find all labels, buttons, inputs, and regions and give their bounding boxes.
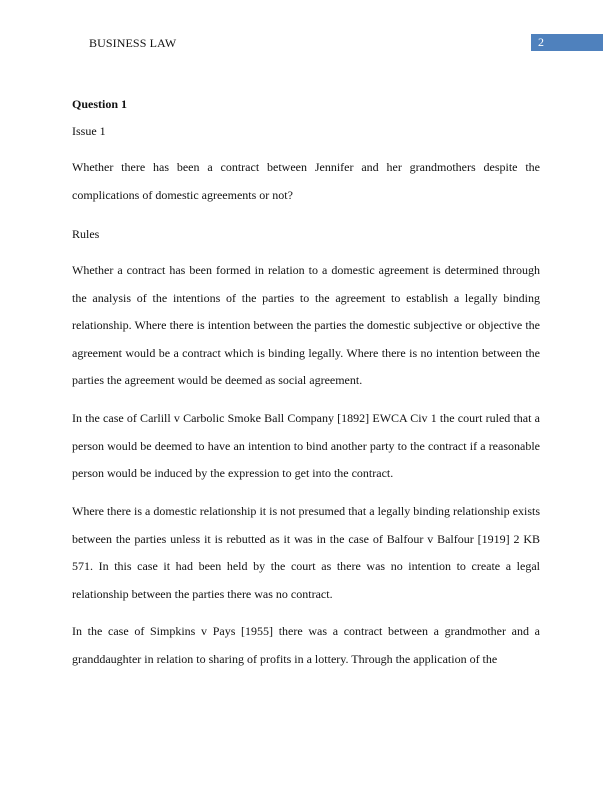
- page-number-badge: 2: [531, 34, 603, 51]
- rules-paragraph-3: Where there is a domestic relationship it is not presumed that a legally binding relationship exists between the parties unless it is rebutted as it was in the case of Balfour v Balfour [1919] 2 KB 571. In this case it had been held by the court as there was no intention to create a legal relationship between the parties there was no contract.: [72, 504, 540, 601]
- running-header-title: BUSINESS LAW: [89, 36, 177, 50]
- issue-heading: Issue 1: [72, 124, 106, 138]
- rules-paragraph-1: Whether a contract has been formed in relation to a domestic agreement is determined through the analysis of the intentions of the parties to the agreement to establish a legally binding relationship. Where there is intention between the parties the domestic subjective or objective the agreement would be a contract which is binding legally. Where there is no intention between the parties the agreement would be deemed as social agreement.: [72, 263, 540, 387]
- rules-paragraph-2: In the case of Carlill v Carbolic Smoke Ball Company [1892] EWCA Civ 1 the court ruled that a person would be deemed to have an intention to bind another party to the contract if a reasonable person would be induced by the expression to get into the contract.: [72, 411, 540, 480]
- issue-paragraph: Whether there has been a contract between Jennifer and her grandmothers despite the complications of domestic agreements or not?: [72, 160, 540, 202]
- rules-paragraph-4: In the case of Simpkins v Pays [1955] there was a contract between a grandmother and a granddaughter in relation to sharing of profits in a lottery. Through the application of the: [72, 624, 540, 666]
- question-heading: Question 1: [72, 97, 128, 111]
- rules-heading: Rules: [72, 227, 100, 241]
